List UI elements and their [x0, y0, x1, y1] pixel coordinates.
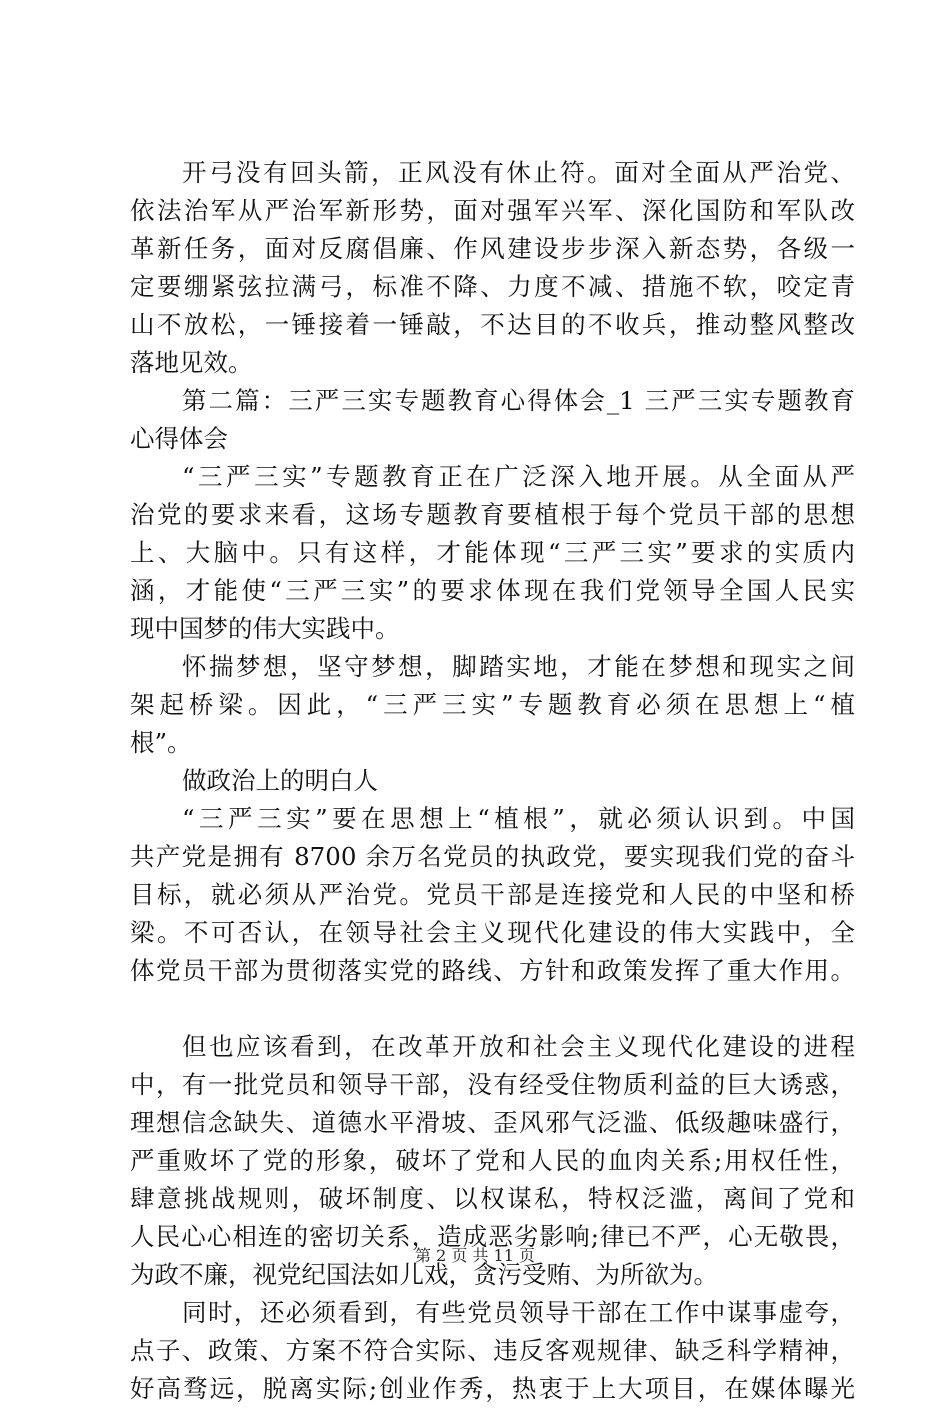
paragraph-line: “三严三实”专题教育正在广泛深入地开展。从全面从严	[182, 462, 855, 491]
paragraph-line: 涵，才能使“三严三实”的要求体现在我们党领导全国人民实	[130, 576, 855, 605]
paragraph-line: “三严三实”要在思想上“植根”，就必须认识到。中国	[182, 804, 855, 833]
paragraph-line: 根”。	[130, 728, 192, 757]
paragraph-line: 肆意挑战规则，破坏制度、以权谋私，特权泛滥，离间了党和	[130, 1184, 855, 1213]
paragraph-line: 落地见效。	[130, 348, 253, 377]
paragraph-line: 人民心心相连的密切关系，造成恶劣影响;律已不严，心无敬畏，	[130, 1222, 855, 1251]
paragraph-line: 同时，还必须看到，有些党员领导干部在工作中谋事虚夸，	[182, 1298, 855, 1327]
paragraph-line: 定要绷紧弦拉满弓，标准不降、力度不减、措施不软，咬定青	[130, 272, 855, 301]
paragraph-line: 革新任务，面对反腐倡廉、作风建设步步深入新态势，各级一	[130, 234, 855, 263]
subheading-line: 做政治上的明白人	[182, 766, 378, 795]
paragraph-line: 好高骛远，脱离实际;创业作秀，热衷于上大项目，在媒体曝光	[130, 1374, 855, 1403]
paragraph-line: 依法治军从严治军新形势，面对强军兴军、深化国防和军队改	[130, 196, 855, 225]
page-number-footer: 第 2 页 共 11 页	[415, 1246, 535, 1265]
document-body	[130, 154, 855, 1408]
paragraph-line: 现中国梦的伟大实践中。	[130, 614, 400, 643]
paragraph-line: 严重败坏了党的形象，破坏了党和人民的血肉关系;用权任性，	[130, 1146, 855, 1175]
paragraph-line: 为政不廉，视党纪国法如儿戏，贪污受贿、为所欲为。	[130, 1260, 718, 1289]
paragraph-line: 但也应该看到，在改革开放和社会主义现代化建设的进程	[182, 1032, 855, 1061]
paragraph-line: 理想信念缺失、道德水平滑坡、歪风邪气泛滥、低级趣味盛行，	[130, 1108, 855, 1137]
section-heading-line: 第二篇：三严三实专题教育心得体会_1 三严三实专题教育	[182, 386, 855, 415]
paragraph-gap	[130, 990, 855, 1028]
paragraph-line: 山不放松，一锤接着一锤敲，不达目的不收兵，推动整风整改	[130, 310, 855, 339]
paragraph-line: 体党员干部为贯彻落实党的路线、方针和政策发挥了重大作用。	[130, 956, 855, 985]
paragraph-line: 梁。不可否认，在领导社会主义现代化建设的伟大实践中，全	[130, 918, 855, 947]
paragraph-line: 点子、政策、方案不符合实际、违反客观规律、缺乏科学精神，	[130, 1336, 855, 1365]
paragraph-line: 开弓没有回头箭，正风没有休止符。面对全面从严治党、	[182, 158, 855, 187]
section-heading-line: 心得体会	[130, 424, 228, 453]
paragraph-line: 治党的要求来看，这场专题教育要植根于每个党员干部的思想	[130, 500, 855, 529]
paragraph-line: 中，有一批党员和领导干部，没有经受住物质利益的巨大诱惑，	[130, 1070, 855, 1099]
paragraph-line: 架起桥梁。因此，“三严三实”专题教育必须在思想上“植	[130, 690, 855, 719]
paragraph-line: 目标，就必须从严治党。党员干部是连接党和人民的中坚和桥	[130, 880, 855, 909]
paragraph-line: 怀揣梦想，坚守梦想，脚踏实地，才能在梦想和现实之间	[182, 652, 855, 681]
paragraph-line: 共产党是拥有 8700 余万名党员的执政党，要实现我们党的奋斗	[130, 842, 855, 871]
paragraph-line: 上、大脑中。只有这样，才能体现“三严三实”要求的实质内	[130, 538, 855, 567]
